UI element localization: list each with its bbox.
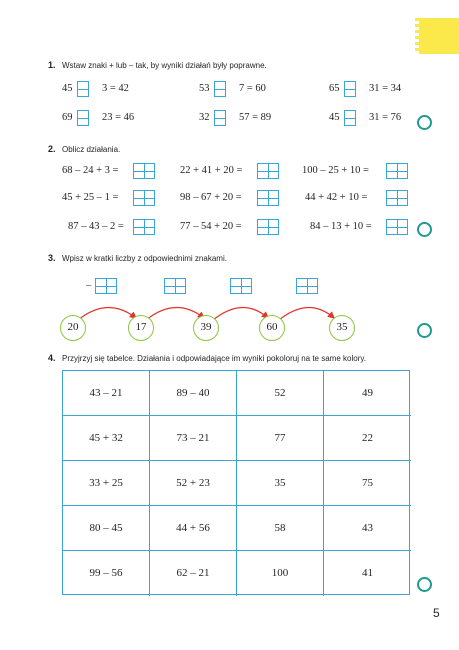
- task2-eq-3-1: 87 – 43 – 2 =: [68, 221, 124, 232]
- task3-first-sign: –: [86, 280, 92, 291]
- arrow-2: [146, 307, 204, 320]
- task1-eq-2-1-a: 69: [62, 112, 73, 123]
- page-number: 5: [433, 606, 440, 620]
- number-circle: 35: [329, 315, 355, 341]
- task1-eq-1-3-b: 31 = 34: [369, 83, 402, 94]
- task3-instruction: Wpisz w kratki liczby z odpowiednimi znakami.: [62, 254, 227, 263]
- task2-number: 2.: [48, 144, 56, 154]
- table-cell[interactable]: 35: [237, 461, 324, 506]
- table-cell[interactable]: 77: [237, 416, 324, 461]
- task2-eq-2-2: 98 – 67 + 20 =: [180, 192, 242, 203]
- table-cell[interactable]: 43: [324, 506, 411, 551]
- task1-instruction: Wstaw znaki + lub – tak, by wyniki działań były poprawne.: [62, 61, 267, 70]
- task4-number: 4.: [48, 353, 56, 363]
- task1-eq-2-3-b: 31 = 76: [369, 112, 402, 123]
- table-cell[interactable]: 73 – 21: [150, 416, 237, 461]
- task2-eq-2-1: 45 + 25 – 1 =: [62, 192, 119, 203]
- table-cell[interactable]: 89 – 40: [150, 371, 237, 416]
- task2-eq-3-3: 84 – 13 + 10 =: [310, 221, 372, 232]
- task1-eq-1-2-b: 7 = 60: [239, 83, 266, 94]
- check-ring[interactable]: [417, 577, 432, 592]
- table-cell[interactable]: 45 + 32: [63, 416, 150, 461]
- task1-eq-1-3-a: 65: [329, 83, 340, 94]
- task2-instruction: Oblicz działania.: [62, 145, 121, 154]
- table-cell[interactable]: 49: [324, 371, 411, 416]
- matching-table: [62, 370, 410, 595]
- task1-number: 1.: [48, 60, 56, 70]
- table-cell[interactable]: 33 + 25: [63, 461, 150, 506]
- arrow-4: [279, 307, 334, 320]
- table-cell[interactable]: 100: [237, 551, 324, 596]
- table-cell[interactable]: 44 + 56: [150, 506, 237, 551]
- table-cell[interactable]: 80 – 45: [63, 506, 150, 551]
- task3-number: 3.: [48, 253, 56, 263]
- table-cell[interactable]: 43 – 21: [63, 371, 150, 416]
- arrow-1: [78, 307, 136, 320]
- table-cell[interactable]: 58: [237, 506, 324, 551]
- table-cell[interactable]: 52: [237, 371, 324, 416]
- task2-eq-1-2: 22 + 41 + 20 =: [180, 165, 243, 176]
- task1-eq-1-1-b: 3 = 42: [102, 83, 129, 94]
- table-cell[interactable]: 62 – 21: [150, 551, 237, 596]
- task2-eq-1-3: 100 – 25 + 10 =: [302, 165, 369, 176]
- table-cell[interactable]: 75: [324, 461, 411, 506]
- task1-eq-2-2-b: 57 = 89: [239, 112, 272, 123]
- number-circle: 17: [128, 315, 154, 341]
- table-cell[interactable]: 41: [362, 567, 373, 579]
- task2-eq-1-1: 68 – 24 + 3 =: [62, 165, 119, 176]
- task2-eq-3-2: 77 – 54 + 20 =: [180, 221, 242, 232]
- number-circle: 20: [60, 315, 86, 341]
- table-cell[interactable]: 52 + 23: [150, 461, 237, 506]
- arrow-3: [213, 307, 268, 320]
- task1-eq-2-2-a: 32: [199, 112, 210, 123]
- task1-eq-2-3-a: 45: [329, 112, 340, 123]
- task1-eq-1-1-a: 45: [62, 83, 73, 94]
- table-cell[interactable]: 22: [324, 416, 411, 461]
- check-ring[interactable]: [417, 323, 432, 338]
- table-cell[interactable]: 99 – 56: [63, 551, 150, 596]
- number-circle: 60: [259, 315, 285, 341]
- task1-eq-2-1-b: 23 = 46: [102, 112, 135, 123]
- task4-instruction: Przyjrzyj się tabelce. Działania i odpowiadające im wyniki pokoloruj na te same kolory.: [62, 354, 366, 363]
- number-circle: 39: [193, 315, 219, 341]
- task2-eq-2-3: 44 + 42 + 10 =: [305, 192, 368, 203]
- task1-eq-1-2-a: 53: [199, 83, 210, 94]
